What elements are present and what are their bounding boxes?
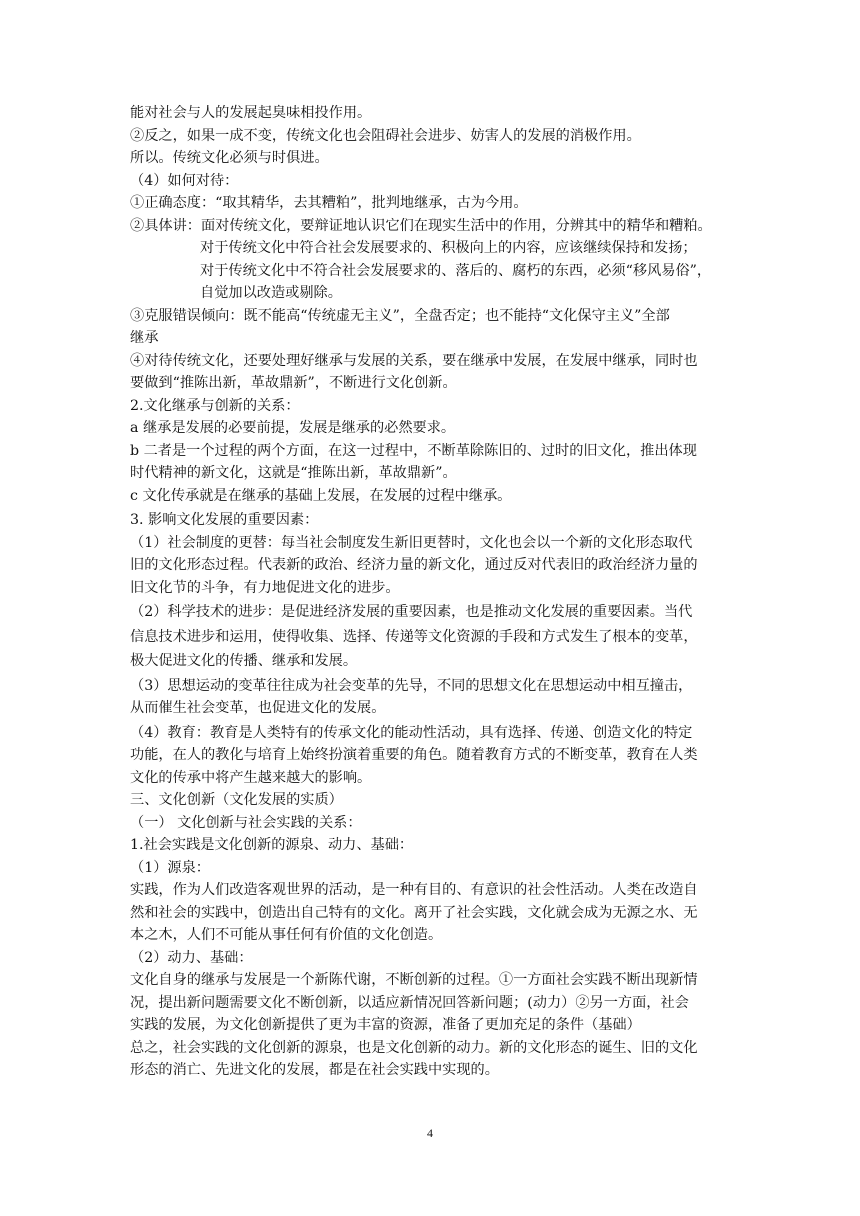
text-line: 然和社会的实践中，创造出自己特有的文化。离开了社会实践，文化就会成为无源之水、无 (130, 904, 698, 921)
text-line: ②具体讲：面对传统文化，要辩证地认识它们在现实生活中的作用，分辨其中的精华和糟粕。 (130, 217, 712, 234)
text-line: 总之，社会实践的文化创新的源泉，也是文化创新的动力。新的文化形态的诞生、旧的文化 (130, 1039, 698, 1056)
text-line: 文化的传承中将产生越来越大的影响。 (130, 769, 372, 786)
text-line: 能对社会与人的发展起臭味相投作用。 (130, 105, 372, 121)
body-text (130, 102, 730, 1082)
text-line: c 文化传承就是在继承的基础上发展，在发展的过程中继承。 (130, 487, 512, 504)
text-line: （2）动力、基础： (130, 949, 253, 966)
page-number: 4 (427, 1126, 433, 1140)
text-line: （3）思想运动的变革往往成为社会变革的先导，不同的思想文化在思想运动中相互撞击， (130, 677, 693, 694)
text-line: （2）科学技术的进步：是促进经济发展的重要因素，也是推动文化发展的重要因素。当代 (130, 604, 693, 620)
section-heading: 3. 影响文化发展的重要因素： (130, 512, 319, 528)
text-line: （4）如何对待： (130, 172, 239, 189)
text-line-indented: 自觉加以改造或剔除。 (200, 285, 342, 301)
text-line: 要做到“推陈出新，革故鼎新”，不断进行文化创新。 (130, 375, 457, 391)
text-line: a 继承是发展的必要前提，发展是继承的必然要求。 (130, 420, 456, 436)
text-line: 实践的发展，为文化创新提供了更为丰富的资源，准备了更加充足的条件（基础） (130, 1017, 641, 1033)
text-line: （4）教育：教育是人类特有的传承文化的能动性活动，具有选择、传递、创造文化的特定 (130, 724, 693, 741)
section-heading: 1.社会实践是文化创新的源泉、动力、基础： (130, 837, 414, 853)
text-line: 实践，作为人们改造客观世界的活动，是一种有目的、有意识的社会性活动。人类在改造自 (130, 882, 698, 898)
text-line: 时代精神的新文化，这就是“推陈出新，革故鼎新”。 (130, 465, 457, 481)
text-line: 从而催生社会变革，也促进文化的发展。 (130, 700, 386, 716)
text-line: ①正确态度：“取其精华，去其糟粕”，批判地继承，古为今用。 (130, 195, 528, 211)
text-line: 形态的消亡、先进文化的发展，都是在社会实践中实现的。 (130, 1062, 499, 1078)
section-heading: 2.文化继承与创新的关系： (130, 397, 300, 414)
text-line: 本之木，人们不可能从事任何有价值的文化创造。 (130, 927, 443, 943)
text-line: （1）社会制度的更替：每当社会制度发生新旧更替时，文化也会以一个新的文化形态取代 (130, 534, 693, 551)
text-line: 极大促进文化的传播、继承和发展。 (130, 653, 358, 669)
text-line: 信息技术进步和运用，使得收集、选择、传递等文化资源的手段和方式发生了根本的变革， (130, 628, 698, 645)
text-line: 所以。传统文化必须与时俱进。 (130, 150, 329, 166)
section-heading: 三、文化创新（文化发展的实质） (130, 792, 343, 808)
text-line: ④对待传统文化，还要处理好继承与发展的关系，要在继承中发展，在发展中继承，同时也 (130, 352, 698, 369)
text-line: 继承 (130, 330, 159, 346)
text-line: 功能，在人的教化与培育上始终扮演着重要的角色。随着教育方式的不断变革，教育在人类 (130, 747, 698, 763)
text-line: ②反之，如果一成不变，传统文化也会阻碍社会进步、妨害人的发展的消极作用。 (130, 127, 641, 144)
text-line: 文化自身的继承与发展是一个新陈代谢，不断创新的过程。①一方面社会实践不断出现新情 (130, 972, 698, 988)
section-heading: （一） 文化创新与社会实践的关系： (130, 814, 362, 831)
text-line: 况，提出新问题需要文化不断创新，以适应新情况回答新问题；(动力）②另一方面，社会 (130, 994, 689, 1011)
text-line: 旧的文化形态过程。代表新的政治、经济力量的新文化，通过反对代表旧的政治经济力量的 (130, 557, 698, 573)
text-line-indented: 对于传统文化中符合社会发展要求的、积极向上的内容，应该继续保持和发扬； (200, 240, 697, 256)
text-line-indented: 对于传统文化中不符合社会发展要求的、落后的、腐朽的东西，必须“移风易俗”， (200, 262, 712, 279)
text-line: b 二者是一个过程的两个方面，在这一过程中，不断革除陈旧的、过时的旧文化，推出体现 (130, 442, 697, 459)
text-line: 旧文化节的斗争，有力地促进文化的进步。 (130, 579, 400, 596)
text-line: （1）源泉： (130, 859, 210, 876)
text-line: ③克服错误倾向：既不能高“传统虚无主义”，全盘否定；也不能持“文化保守主义”全部 (130, 307, 670, 324)
